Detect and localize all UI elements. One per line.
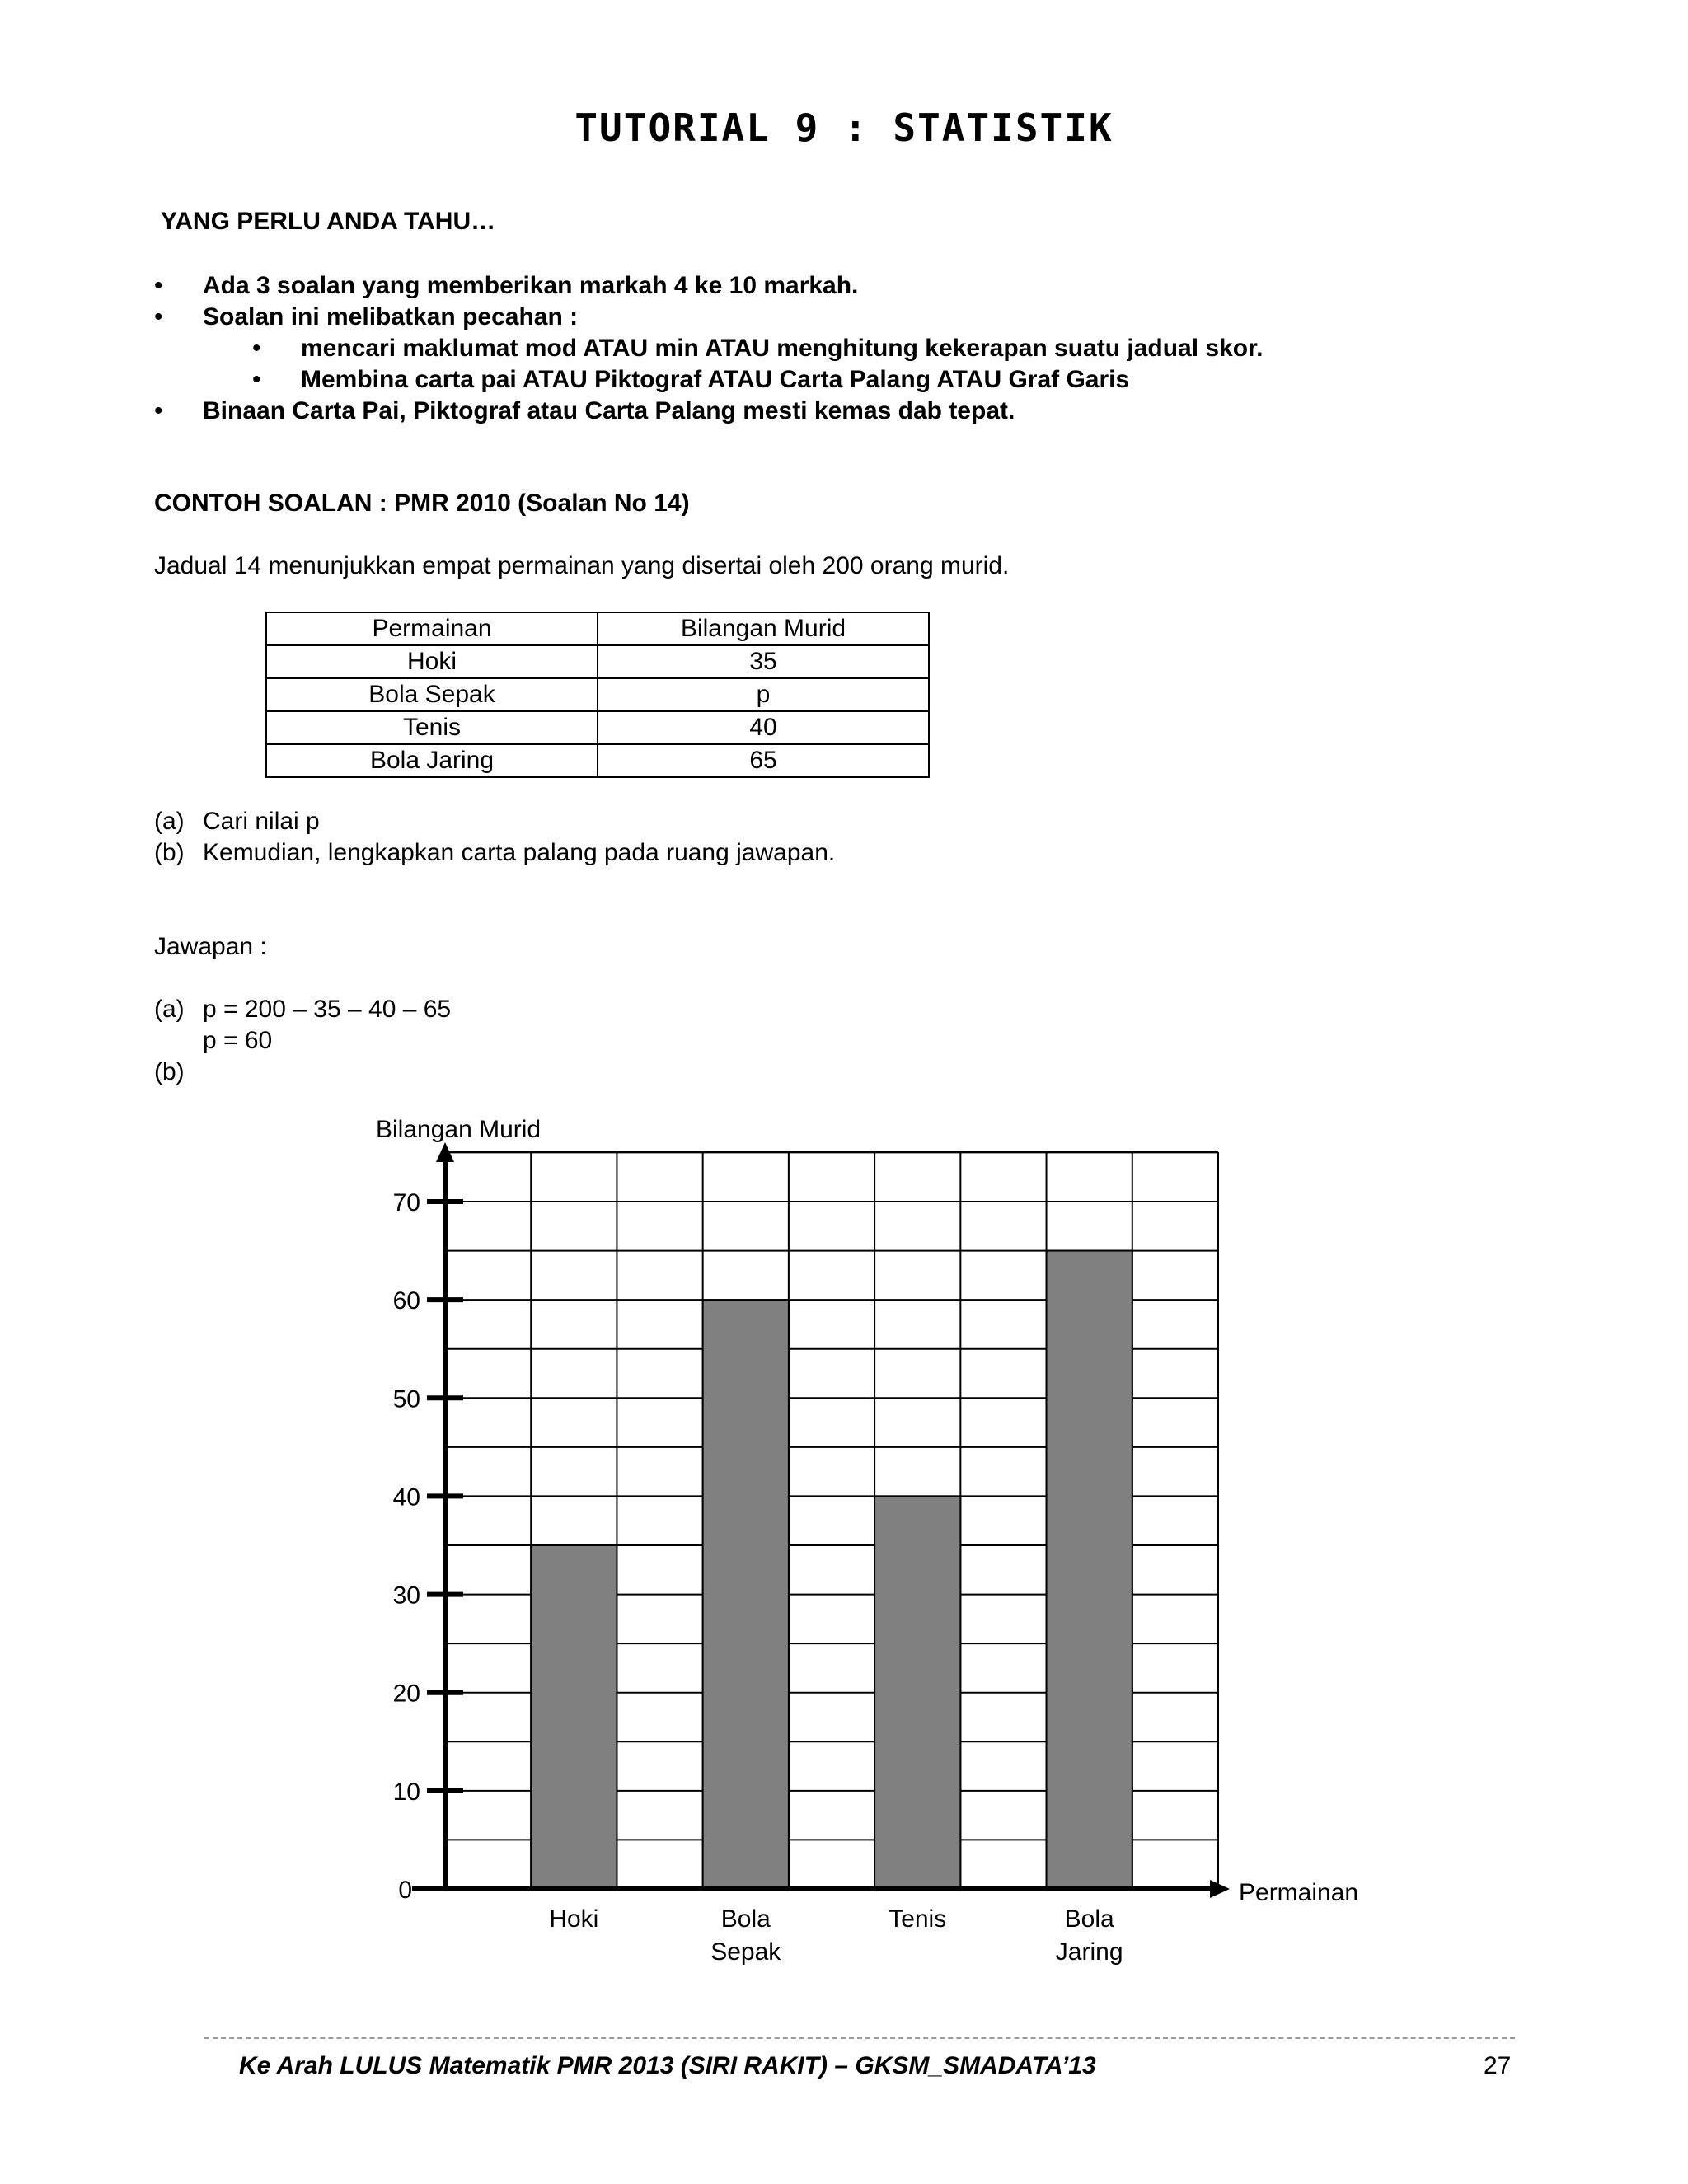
x-tick-label: Bola Jaring bbox=[1055, 1905, 1123, 1966]
question-a-label: (a) bbox=[154, 808, 185, 835]
know-heading: YANG PERLU ANDA TAHU… bbox=[161, 208, 496, 235]
table-header: Bilangan Murid bbox=[598, 612, 929, 645]
bar bbox=[874, 1496, 960, 1889]
page-number: 27 bbox=[1484, 2052, 1512, 2079]
bar bbox=[1047, 1251, 1132, 1889]
bullet-dot: • bbox=[154, 272, 163, 299]
sub-bullet-1: mencari maklumat mod ATAU min ATAU menghitung kekerapan suatu jadual skor. bbox=[301, 335, 1264, 362]
x-tick-label: Hoki bbox=[549, 1905, 599, 1933]
x-axis-label: Permainan bbox=[1239, 1879, 1359, 1906]
table-cell: 65 bbox=[598, 744, 929, 777]
y-tick-label: 50 bbox=[392, 1385, 420, 1413]
question-b-text: Kemudian, lengkapkan carta palang pada ruang jawapan. bbox=[203, 839, 836, 866]
answer-a-line2: p = 60 bbox=[203, 1027, 273, 1054]
bullet-dot: • bbox=[252, 335, 261, 362]
answer-a-label: (a) bbox=[154, 996, 185, 1023]
footer-divider bbox=[204, 2037, 1515, 2039]
x-tick-label: Tenis bbox=[889, 1905, 947, 1933]
table-cell: 40 bbox=[598, 711, 929, 744]
y-tick-label: 20 bbox=[392, 1680, 420, 1708]
bullet-1: Ada 3 soalan yang memberikan markah 4 ke 10 markah. bbox=[203, 272, 859, 299]
bar bbox=[531, 1545, 617, 1889]
table-header: Permainan bbox=[266, 612, 598, 645]
bullet-dot: • bbox=[154, 303, 163, 330]
table-cell: Tenis bbox=[266, 711, 598, 744]
question-b-label: (b) bbox=[154, 839, 185, 866]
bullet-dot: • bbox=[252, 366, 261, 393]
sub-bullet-2: Membina carta pai ATAU Piktograf ATAU Carta Palang ATAU Graf Garis bbox=[301, 366, 1130, 393]
question-a-text: Cari nilai p bbox=[203, 808, 320, 835]
question-intro: Jadual 14 menunjukkan empat permainan yang disertai oleh 200 orang murid. bbox=[154, 552, 1010, 579]
y-tick-label: 60 bbox=[392, 1287, 420, 1315]
answer-a-line1: p = 200 – 35 – 40 – 65 bbox=[203, 996, 452, 1023]
y-tick-label: 0 bbox=[398, 1877, 412, 1904]
table-cell: Bola Jaring bbox=[266, 744, 598, 777]
x-axis-arrow bbox=[1210, 1880, 1230, 1898]
table-cell: Hoki bbox=[266, 645, 598, 678]
table-cell: Bola Sepak bbox=[266, 678, 598, 711]
bullet-2: Soalan ini melibatkan pecahan : bbox=[203, 303, 579, 330]
answer-b-label: (b) bbox=[154, 1058, 185, 1085]
y-tick-label: 70 bbox=[392, 1189, 420, 1216]
bullet-3: Binaan Carta Pai, Piktograf atau Carta Palang mesti kemas dab tepat. bbox=[203, 397, 1015, 424]
table-cell: 35 bbox=[598, 645, 929, 678]
y-tick-label: 30 bbox=[392, 1582, 420, 1610]
y-tick-label: 10 bbox=[392, 1778, 420, 1806]
x-tick-label: Bola Sepak bbox=[710, 1905, 781, 1966]
y-tick-label: 40 bbox=[392, 1483, 420, 1511]
page-title: TUTORIAL 9 : STATISTIK bbox=[574, 105, 1114, 150]
footer-text: Ke Arah LULUS Matematik PMR 2013 (SIRI RAKIT) – GKSM_SMADATA’13 bbox=[239, 2052, 1096, 2079]
answer-heading: Jawapan : bbox=[154, 933, 267, 960]
y-axis-label: Bilangan Murid bbox=[376, 1116, 542, 1143]
bullet-dot: • bbox=[154, 397, 163, 424]
table-cell: p bbox=[598, 678, 929, 711]
bar bbox=[703, 1300, 789, 1889]
example-heading: CONTOH SOALAN : PMR 2010 (Soalan No 14) bbox=[154, 490, 690, 517]
